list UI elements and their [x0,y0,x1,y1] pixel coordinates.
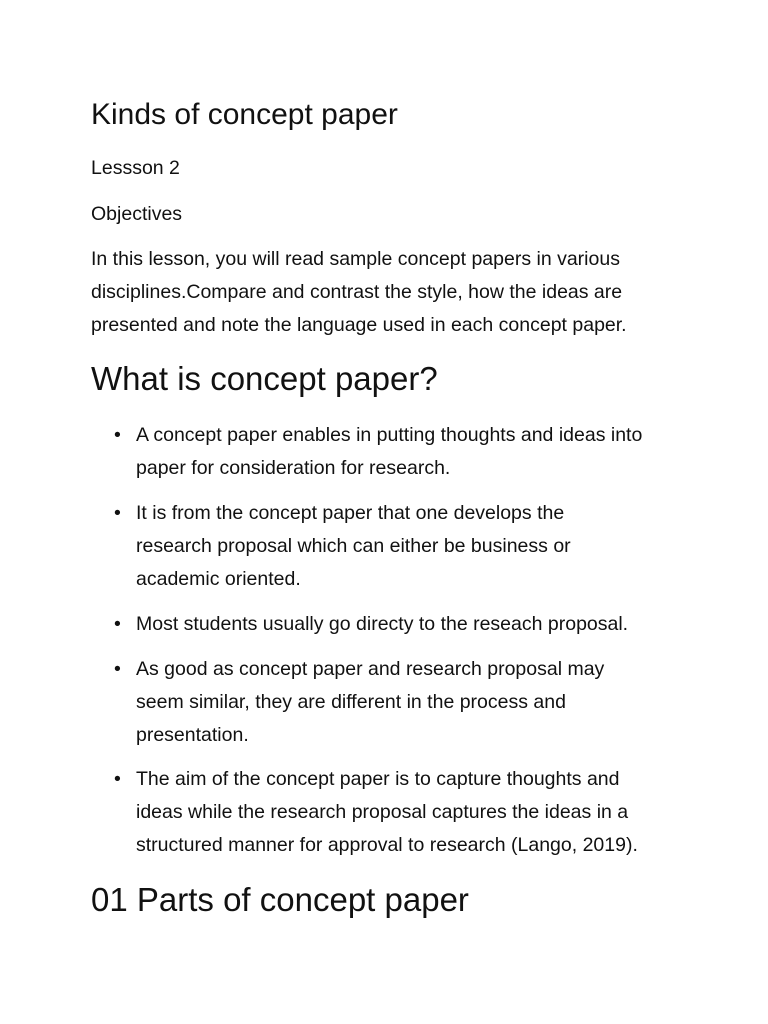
bullet-line: structured manner for approval to research (Lango, 2019). [136,834,638,856]
bullet-line: A concept paper enables in putting thoughts and ideas into [136,424,643,446]
bullet-dot-icon: • [114,768,121,790]
bullet-line: ideas while the research proposal captures the ideas in a [136,801,629,823]
bullet-text [136,608,696,641]
bullet-line: seem similar, they are different in the process and [136,691,566,713]
intro-line: presented and note the language used in each concept paper. [91,314,627,336]
bullet-line: research proposal which can either be business or [136,535,571,557]
bullet-dot-icon: • [114,502,121,524]
bullet-text [136,763,696,862]
bullet-line: The aim of the concept paper is to capture thoughts and [136,768,620,790]
intro-line: disciplines.Compare and contrast the style, how the ideas are [91,281,623,303]
bullet-dot-icon: • [114,658,121,680]
bullet-line: academic oriented. [136,568,301,590]
bullet-line: Most students usually go directy to the reseach proposal. [136,613,629,635]
bullet-line: It is from the concept paper that one develops the [136,502,565,524]
bullet-dot-icon: • [114,424,121,446]
section-heading-parts-of-concept-paper: 01 Parts of concept paper [91,881,469,918]
bullet-line: presentation. [136,724,249,746]
intro-line: In this lesson, you will read sample concept papers in various [91,248,620,270]
bullet-line: paper for consideration for research. [136,457,451,479]
bullet-text [136,653,696,752]
section-heading-what-is-concept-paper: What is concept paper? [91,360,438,397]
bullet-line: As good as concept paper and research proposal may [136,658,605,680]
page-title: Kinds of concept paper [91,98,398,131]
lesson-label: Lessson 2 [91,157,180,179]
bullet-dot-icon: • [114,613,121,635]
bullet-text [136,497,696,596]
objectives-label: Objectives [91,203,183,225]
intro-paragraph [91,243,691,342]
bullet-text [136,419,696,485]
